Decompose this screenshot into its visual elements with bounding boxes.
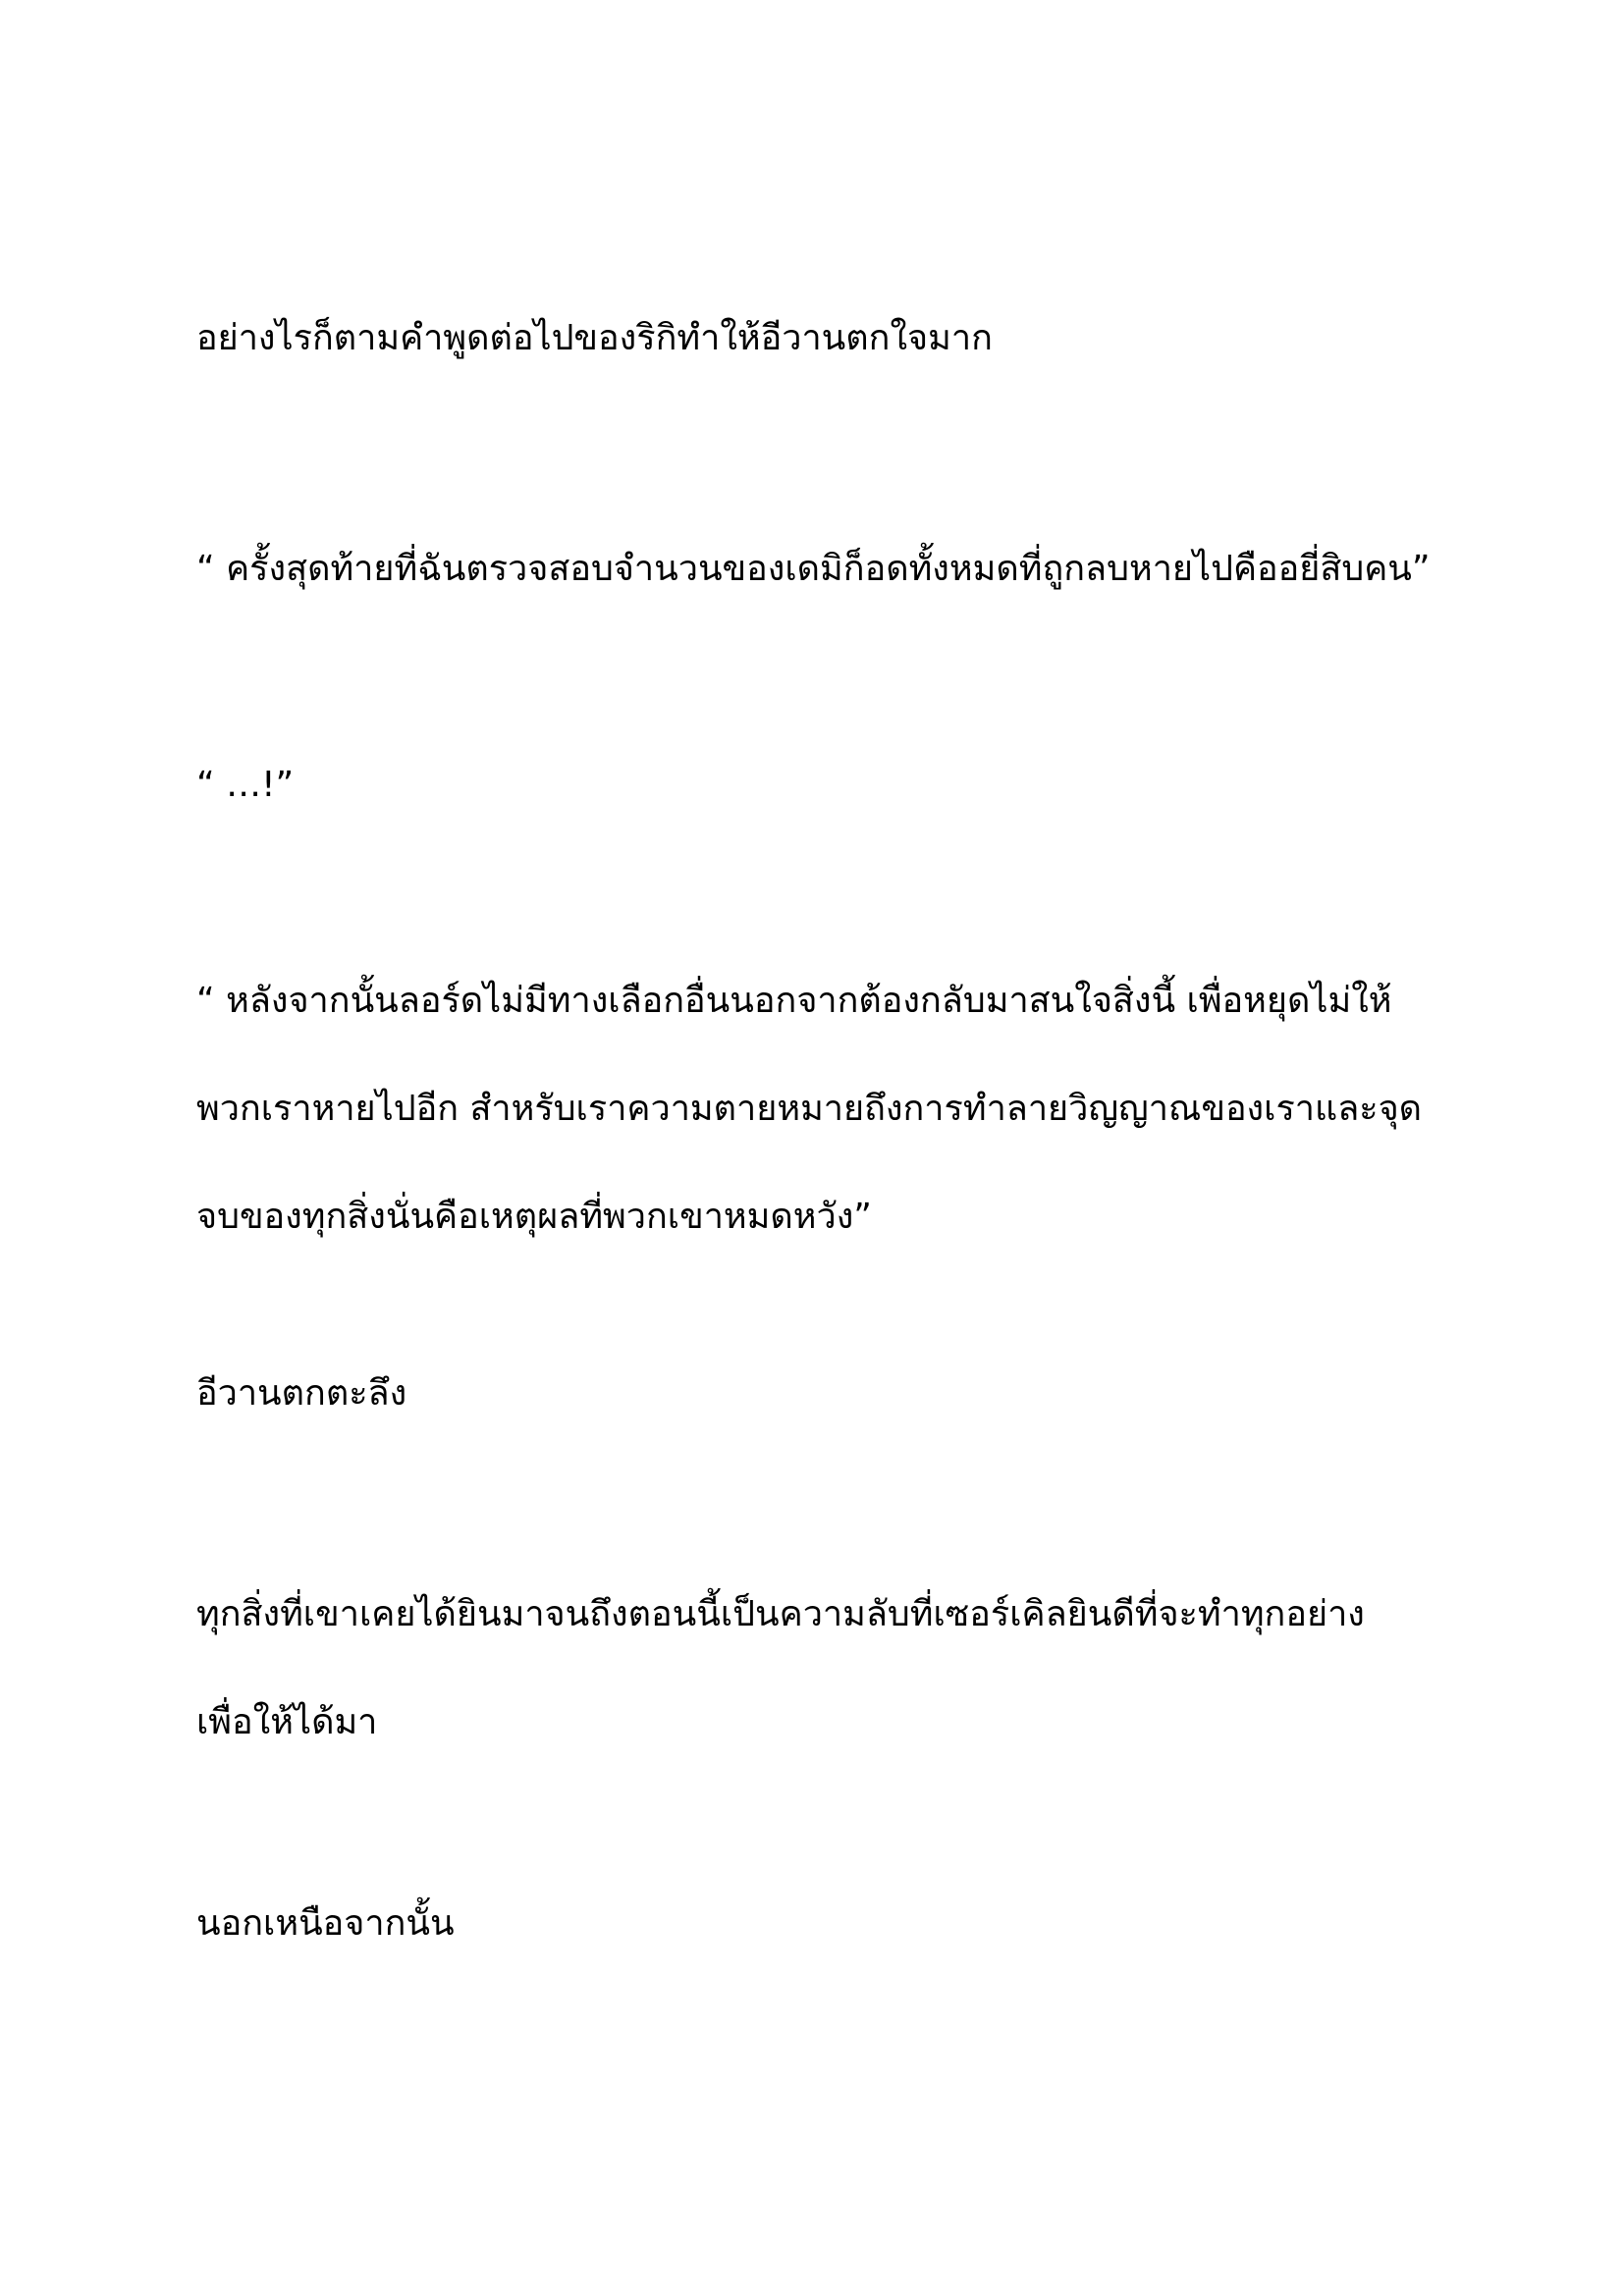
paragraph-line: ทุกสิ่งที่เขาเคยได้ยินมาจนถึงตอนนี้เป็นความลับที่เซอร์เคิลยินดีที่จะทำทุกอย่าง [196,1594,1365,1634]
paragraph-6 [196,1561,1434,1777]
paragraph-line: “ …!” [196,765,295,805]
paragraph-line: “ ครั้งสุดท้ายที่ฉันตรวจสอบจำนวนของเดมิก็อดทั้งหมดที่ถูกลบหายไปคืออยี่สิบคน” [196,549,1431,589]
paragraph-4 [196,947,1434,1271]
paragraph-line: อีวานตกตะลึง [196,1373,407,1414]
paragraph-5 [196,1340,1434,1448]
paragraph-1 [196,285,1434,393]
paragraph-line: จบของทุกสิ่งนั่นคือเหตุผลที่พวกเขาหมดหวัง” [196,1197,872,1237]
paragraph-line: อย่างไรก็ตามคำพูดต่อไปของริกิทำให้อีวานตกใจมาก [196,318,993,358]
paragraph-line: เพื่อให้ได้มา [196,1702,378,1742]
paragraph-line: นอกเหนือจากนั้น [196,1903,455,1944]
paragraph-line: พวกเราหายไปอีก สำหรับเราความตายหมายถึงการทำลายวิญญาณของเราและจุด [196,1089,1423,1129]
paragraph-line: “ หลังจากนั้นลอร์ดไม่มีทางเลือกอื่นนอกจากต้องกลับมาสนใจสิ่งนี้ เพื่อหยุดไม่ให้ [196,981,1392,1021]
paragraph-7 [196,1870,1434,1978]
paragraph-3 [196,731,1434,839]
paragraph-2 [196,515,1434,623]
